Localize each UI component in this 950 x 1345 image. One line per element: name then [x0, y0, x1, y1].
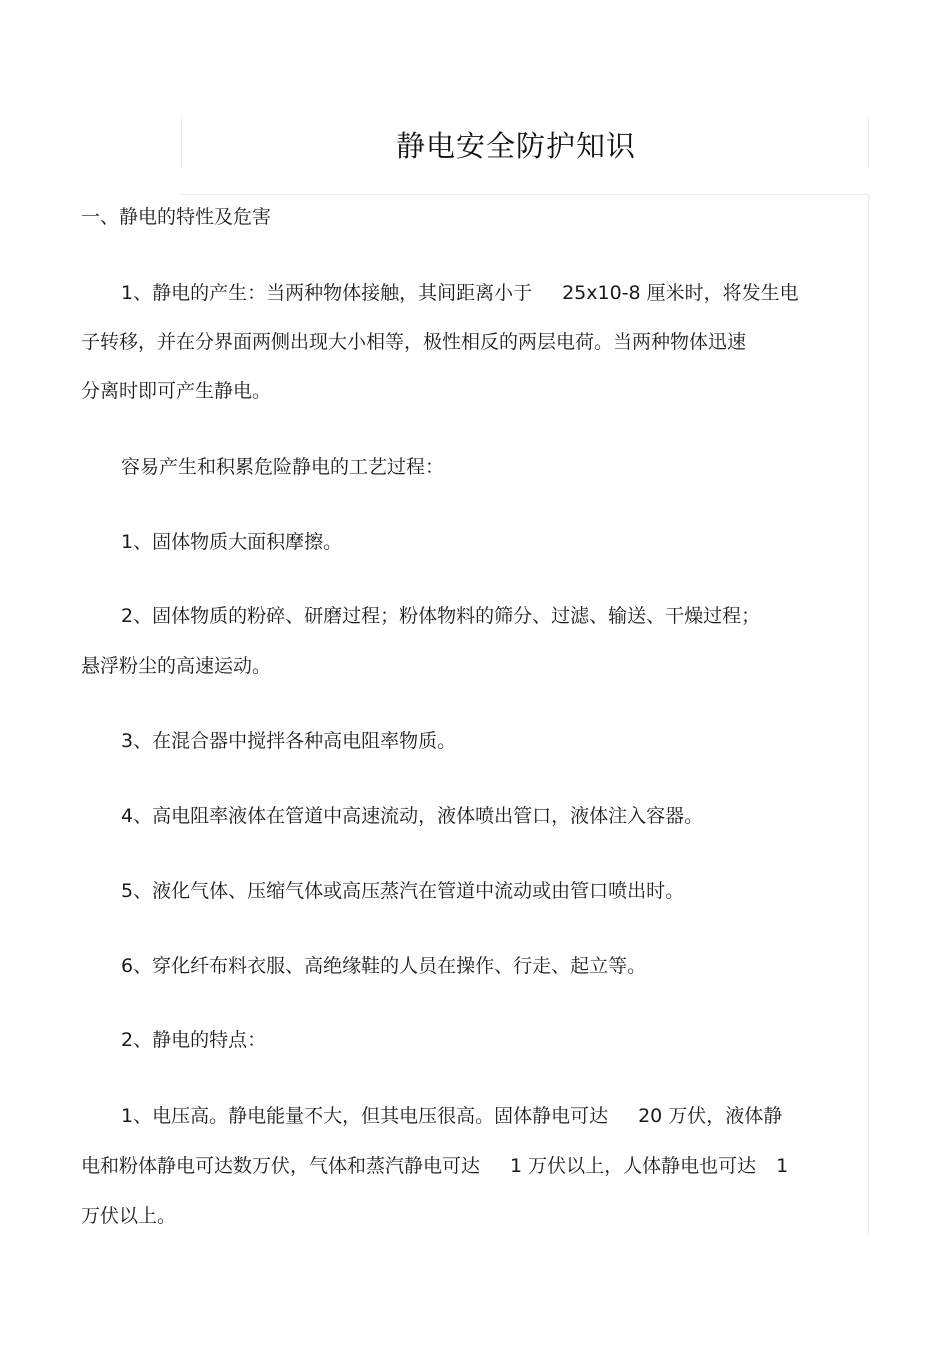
- feature-1-line-2-b: 1 万伏以上，人体静电也可达: [510, 1155, 757, 1177]
- feature-1-line-1-a: 1、电压高。静电能量不大，但其电压很高。固体静电可达: [121, 1105, 609, 1127]
- process-item-2-line-2: 悬浮粉尘的高速运动。: [81, 655, 272, 677]
- paragraph-1-line-1-b: 25x10-8 厘米时，将发生电: [562, 282, 799, 304]
- feature-1-line-3: 万伏以上。: [81, 1205, 177, 1227]
- document-title: 静电安全防护知识: [395, 129, 636, 163]
- paragraph-1-line-3: 分离时即可产生静电。: [81, 380, 272, 402]
- frame-line-right-body: [868, 194, 869, 1234]
- feature-1-line-1: [121, 1104, 782, 1128]
- features-heading: 2、静电的特点：: [121, 1029, 267, 1051]
- feature-1-line-1-b: 20 万伏，液体静: [638, 1105, 783, 1127]
- feature-1-line-2-a: 电和粉体静电可达数万伏，气体和蒸汽静电可达: [81, 1155, 481, 1177]
- paragraph-1-line-1-a: 1、静电的产生：当两种物体接触，其间距离小于: [121, 282, 533, 304]
- process-item-5: 5、液化气体、压缩气体或高压蒸汽在管道中流动或由管口喷出时。: [121, 880, 685, 902]
- process-item-6: 6、穿化纤布料衣服、高绝缘鞋的人员在操作、行走、起立等。: [121, 955, 647, 977]
- process-item-2-line-1: 2、固体物质的粉碎、研磨过程；粉体物料的筛分、过滤、输送、干燥过程；: [121, 605, 761, 627]
- process-item-3: 3、在混合器中搅拌各种高电阻率物质。: [121, 730, 457, 752]
- feature-1-line-2: [81, 1154, 788, 1178]
- section-heading: 一、静电的特性及危害: [81, 206, 272, 228]
- frame-line-top-body: [181, 194, 869, 195]
- process-item-1: 1、固体物质大面积摩擦。: [121, 531, 343, 553]
- paragraph-1-line-2: 子转移，并在分界面两侧出现大小相等，极性相反的两层电荷。当两种物体迅速: [81, 331, 747, 353]
- feature-1-line-2-c: 1: [776, 1155, 789, 1177]
- process-heading: 容易产生和积累危险静电的工艺过程：: [121, 456, 445, 478]
- paragraph-1-line-1: [121, 281, 799, 305]
- process-item-4: 4、高电阻率液体在管道中高速流动，液体喷出管口，液体注入容器。: [121, 805, 704, 827]
